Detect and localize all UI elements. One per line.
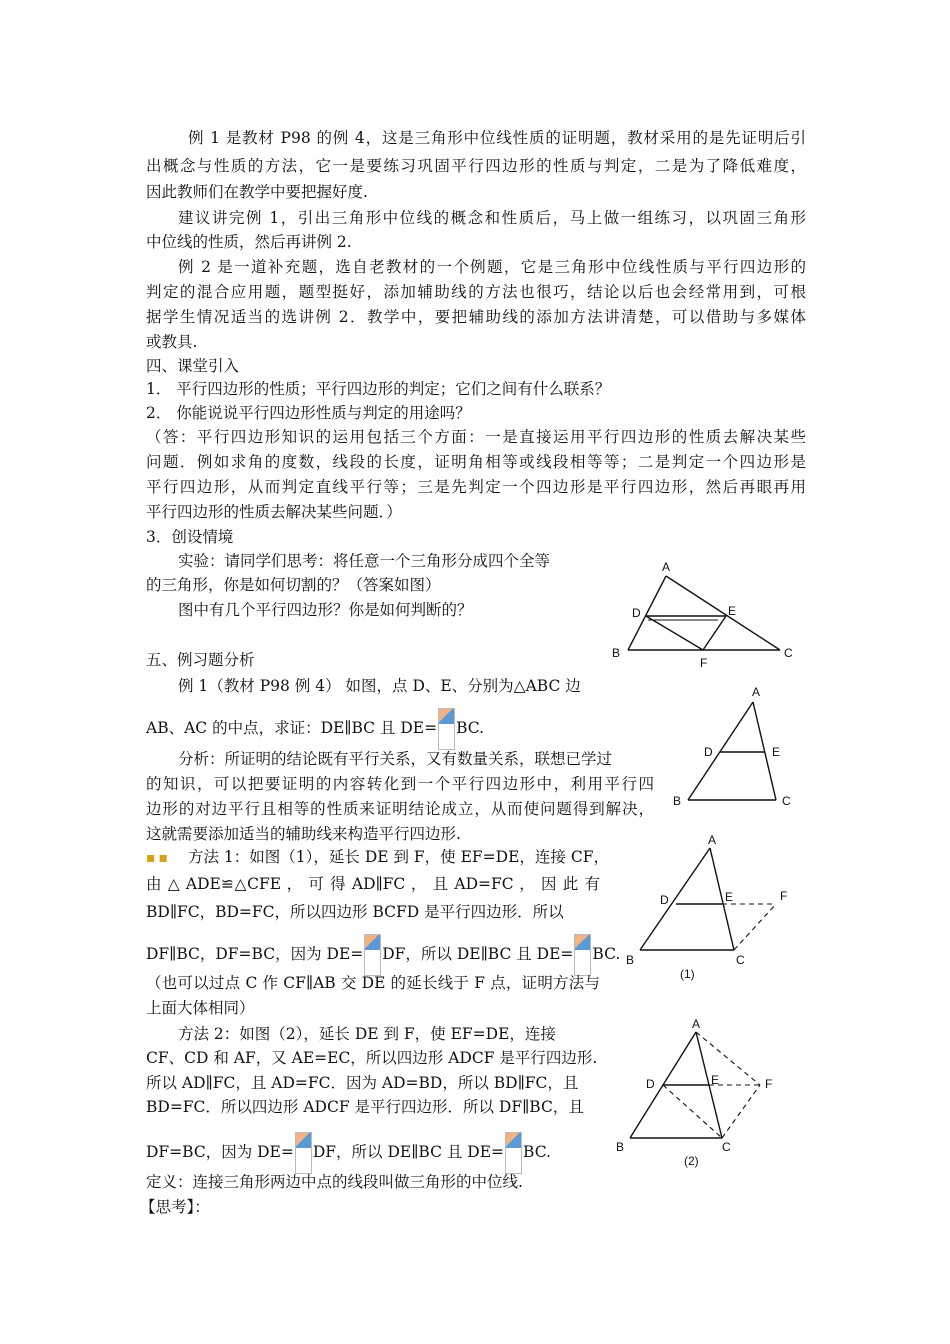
fig1-label-d: D <box>632 606 641 620</box>
note-line2: 上面大体相同） <box>146 999 255 1017</box>
method2-text-b: DF，所以 DE∥BC 且 DE= <box>312 1143 505 1161</box>
fig2-label-e: E <box>772 745 781 759</box>
definition: 定义：连接三角形两边中点的线段叫做三角形的中位线. <box>146 1173 523 1191</box>
method2-text-a: DF=BC，因为 DE= <box>146 1143 294 1161</box>
fig3-caption: (1) <box>680 967 695 981</box>
para2-line2: 中位线的性质，然后再讲例 2. <box>146 233 352 251</box>
fig3-label-c: C <box>736 953 745 967</box>
example1-text-b: BC. <box>456 719 485 737</box>
section4-q3: 3．创设情境 <box>146 528 234 546</box>
example1-line1: 例 1（教材 P98 例 4） 如图，点 D、E、分别为△ABC 边 <box>178 677 581 695</box>
figure-triangle-midline <box>668 682 808 812</box>
experiment-line2: 的三角形，你是如何切割的？（答案如图） <box>146 576 441 594</box>
para1-line3: 因此教师们在教学中要把握好度. <box>146 183 368 201</box>
section4-answer-line4: 平行四边形的性质去解决某些问题．） <box>146 503 402 521</box>
decorative-dots: ▪▪ <box>146 850 171 866</box>
method2-line3: 所以 AD∥FC，且 AD=FC．因为 AD=BD，所以 BD∥FC，且 <box>146 1074 579 1092</box>
example1-line2 <box>146 708 484 750</box>
fraction-half-image <box>505 1132 522 1174</box>
fig4-segment-dc <box>663 1085 722 1138</box>
figure-four-triangles <box>608 556 808 672</box>
para1-line2: 出概念与性质的方法，它一是要练习巩固平行四边形的性质与判定，二是为了降低难度， <box>146 157 806 175</box>
para3-line3: 据学生情况适当的选讲例 2．教学中，要把辅助线的添加方法讲清楚，可以借助与多媒体 <box>146 308 806 326</box>
fig2-label-a: A <box>752 685 761 699</box>
example1-text-a: AB、AC 的中点，求证：DE∥BC 且 DE= <box>146 719 438 737</box>
fig2-label-b: B <box>673 794 682 808</box>
fig4-caption: (2) <box>684 1154 699 1168</box>
experiment-line3: 图中有几个平行四边形？你是如何判断的？ <box>178 601 473 619</box>
section4-answer-line3: 平行四边形，从而判定直线平行等；三是先判定一个四边形是平行四边形，然后再眼再用 <box>146 478 806 496</box>
figure-1-parallelogram-bcfd <box>618 830 808 985</box>
fig2-label-c: C <box>782 794 791 808</box>
analysis-line4: 这就需要添加适当的辅助线来构造平行四边形. <box>146 825 461 843</box>
para3-line4: 或教具. <box>146 333 198 351</box>
fig3-label-f: F <box>780 889 788 903</box>
fraction-half-image <box>438 708 455 750</box>
fig1-label-b: B <box>612 646 621 660</box>
fig3-segment-cf <box>734 904 776 950</box>
para2-line1: 建议讲完例 1，引出三角形中位线的概念和性质后，马上做一组练习，以巩固三角形 <box>178 209 806 227</box>
fig2-side-ab <box>688 702 753 800</box>
figure-2-parallelogram-adcf <box>608 1018 808 1170</box>
experiment-line1: 实验：请同学们思考：将任意一个三角形分成四个全等 <box>178 552 551 570</box>
section4-q2: 2． 你能说说平行四边形性质与判定的用途吗？ <box>146 404 471 422</box>
fig1-label-f: F <box>700 656 708 670</box>
fig4-segment-cf <box>722 1085 760 1138</box>
fig3-side-ab <box>640 848 710 950</box>
section4-answer-line2: 问题．例如求角的度数，线段的长度，证明角相等或线段相等等；二是判定一个四边形是 <box>146 453 806 471</box>
para3-line1: 例 2 是一道补充题，选自老教材的一个例题，它是三角形中位线性质与平行四边形的 <box>178 258 806 276</box>
method1-text-c: BC. <box>592 945 621 963</box>
method1-line1: 方法 1：如图（1），延长 DE 到 F，使 EF=DE，连接 CF， <box>188 848 609 866</box>
analysis-line3: 边形的对边平行且相等的性质来证明结论成立，从而使问题得到解决， <box>146 800 654 818</box>
fig2-label-d: D <box>704 745 713 759</box>
fig4-label-c: C <box>722 1140 731 1154</box>
section4-answer-line1: （答：平行四边形知识的运用包括三个方面：一是直接运用平行四边形的性质去解决某些 <box>146 428 806 446</box>
method1-line3: BD∥FC，BD=FC，所以四边形 BCFD 是平行四边形．所以 <box>146 903 564 921</box>
section4-heading: 四、课堂引入 <box>146 357 240 375</box>
section4-q1: 1． 平行四边形的性质；平行四边形的判定；它们之间有什么联系？ <box>146 380 611 398</box>
fig1-label-e: E <box>728 604 737 618</box>
fig3-label-b: B <box>626 953 635 967</box>
method2-line1: 方法 2：如图（2），延长 DE 到 F，使 EF=DE，连接 <box>178 1025 556 1043</box>
fig3-label-d: D <box>660 893 669 907</box>
think-heading: 【思考】： <box>140 1198 210 1216</box>
fig1-segment-df <box>646 616 703 650</box>
method2-line5 <box>146 1132 551 1174</box>
fraction-half-image <box>364 934 381 976</box>
para1-line1: 例 1 是教材 P98 的例 4，这是三角形中位线性质的证明题，教材采用的是先证明后引 <box>188 129 806 147</box>
method1-line2: 由 △ ADE≌△CFE ， 可 得 AD∥FC ， 且 AD=FC ， 因 此 有 <box>146 875 600 893</box>
fig4-label-f: F <box>765 1077 773 1091</box>
fraction-half-image <box>295 1132 312 1174</box>
analysis-line1: 分析：所证明的结论既有平行关系，又有数量关系，联想已学过 <box>178 750 613 768</box>
fig3-label-a: A <box>708 833 717 847</box>
section5-heading: 五、例习题分析 <box>146 651 255 669</box>
method1-text-a: DF∥BC，DF=BC，因为 DE= <box>146 945 364 963</box>
note-line1: （也可以过点 C 作 CF∥AB 交 DE 的延长线于 F 点，证明方法与 <box>146 974 600 992</box>
method1-text-b: DF，所以 DE∥BC 且 DE= <box>382 945 574 963</box>
fig1-label-a: A <box>662 560 671 574</box>
fig3-label-e: E <box>725 890 734 904</box>
fraction-half-image <box>574 934 591 976</box>
method1-line4 <box>146 934 620 976</box>
fig4-label-a: A <box>692 1018 701 1031</box>
para3-line2: 判定的混合应用题，题型挺好，添加辅助线的方法也很巧，结论以后也会经常用到，可根 <box>146 283 806 301</box>
method2-text-c: BC. <box>523 1143 551 1161</box>
fig4-label-e: E <box>711 1073 720 1087</box>
fig4-label-b: B <box>616 1140 625 1154</box>
fig4-segment-af <box>696 1032 760 1085</box>
method2-line2: CF、CD 和 AF，又 AE=EC，所以四边形 ADCF 是平行四边形. <box>146 1049 598 1067</box>
fig4-label-d: D <box>646 1077 655 1091</box>
analysis-line2: 的知识，可以把要证明的内容转化到一个平行四边形中，利用平行四 <box>146 775 654 793</box>
method2-line4: BD=FC．所以四边形 ADCF 是平行四边形．所以 DF∥BC，且 <box>146 1098 584 1116</box>
fig1-label-c: C <box>784 646 793 660</box>
fig1-segment-ef <box>703 616 726 650</box>
